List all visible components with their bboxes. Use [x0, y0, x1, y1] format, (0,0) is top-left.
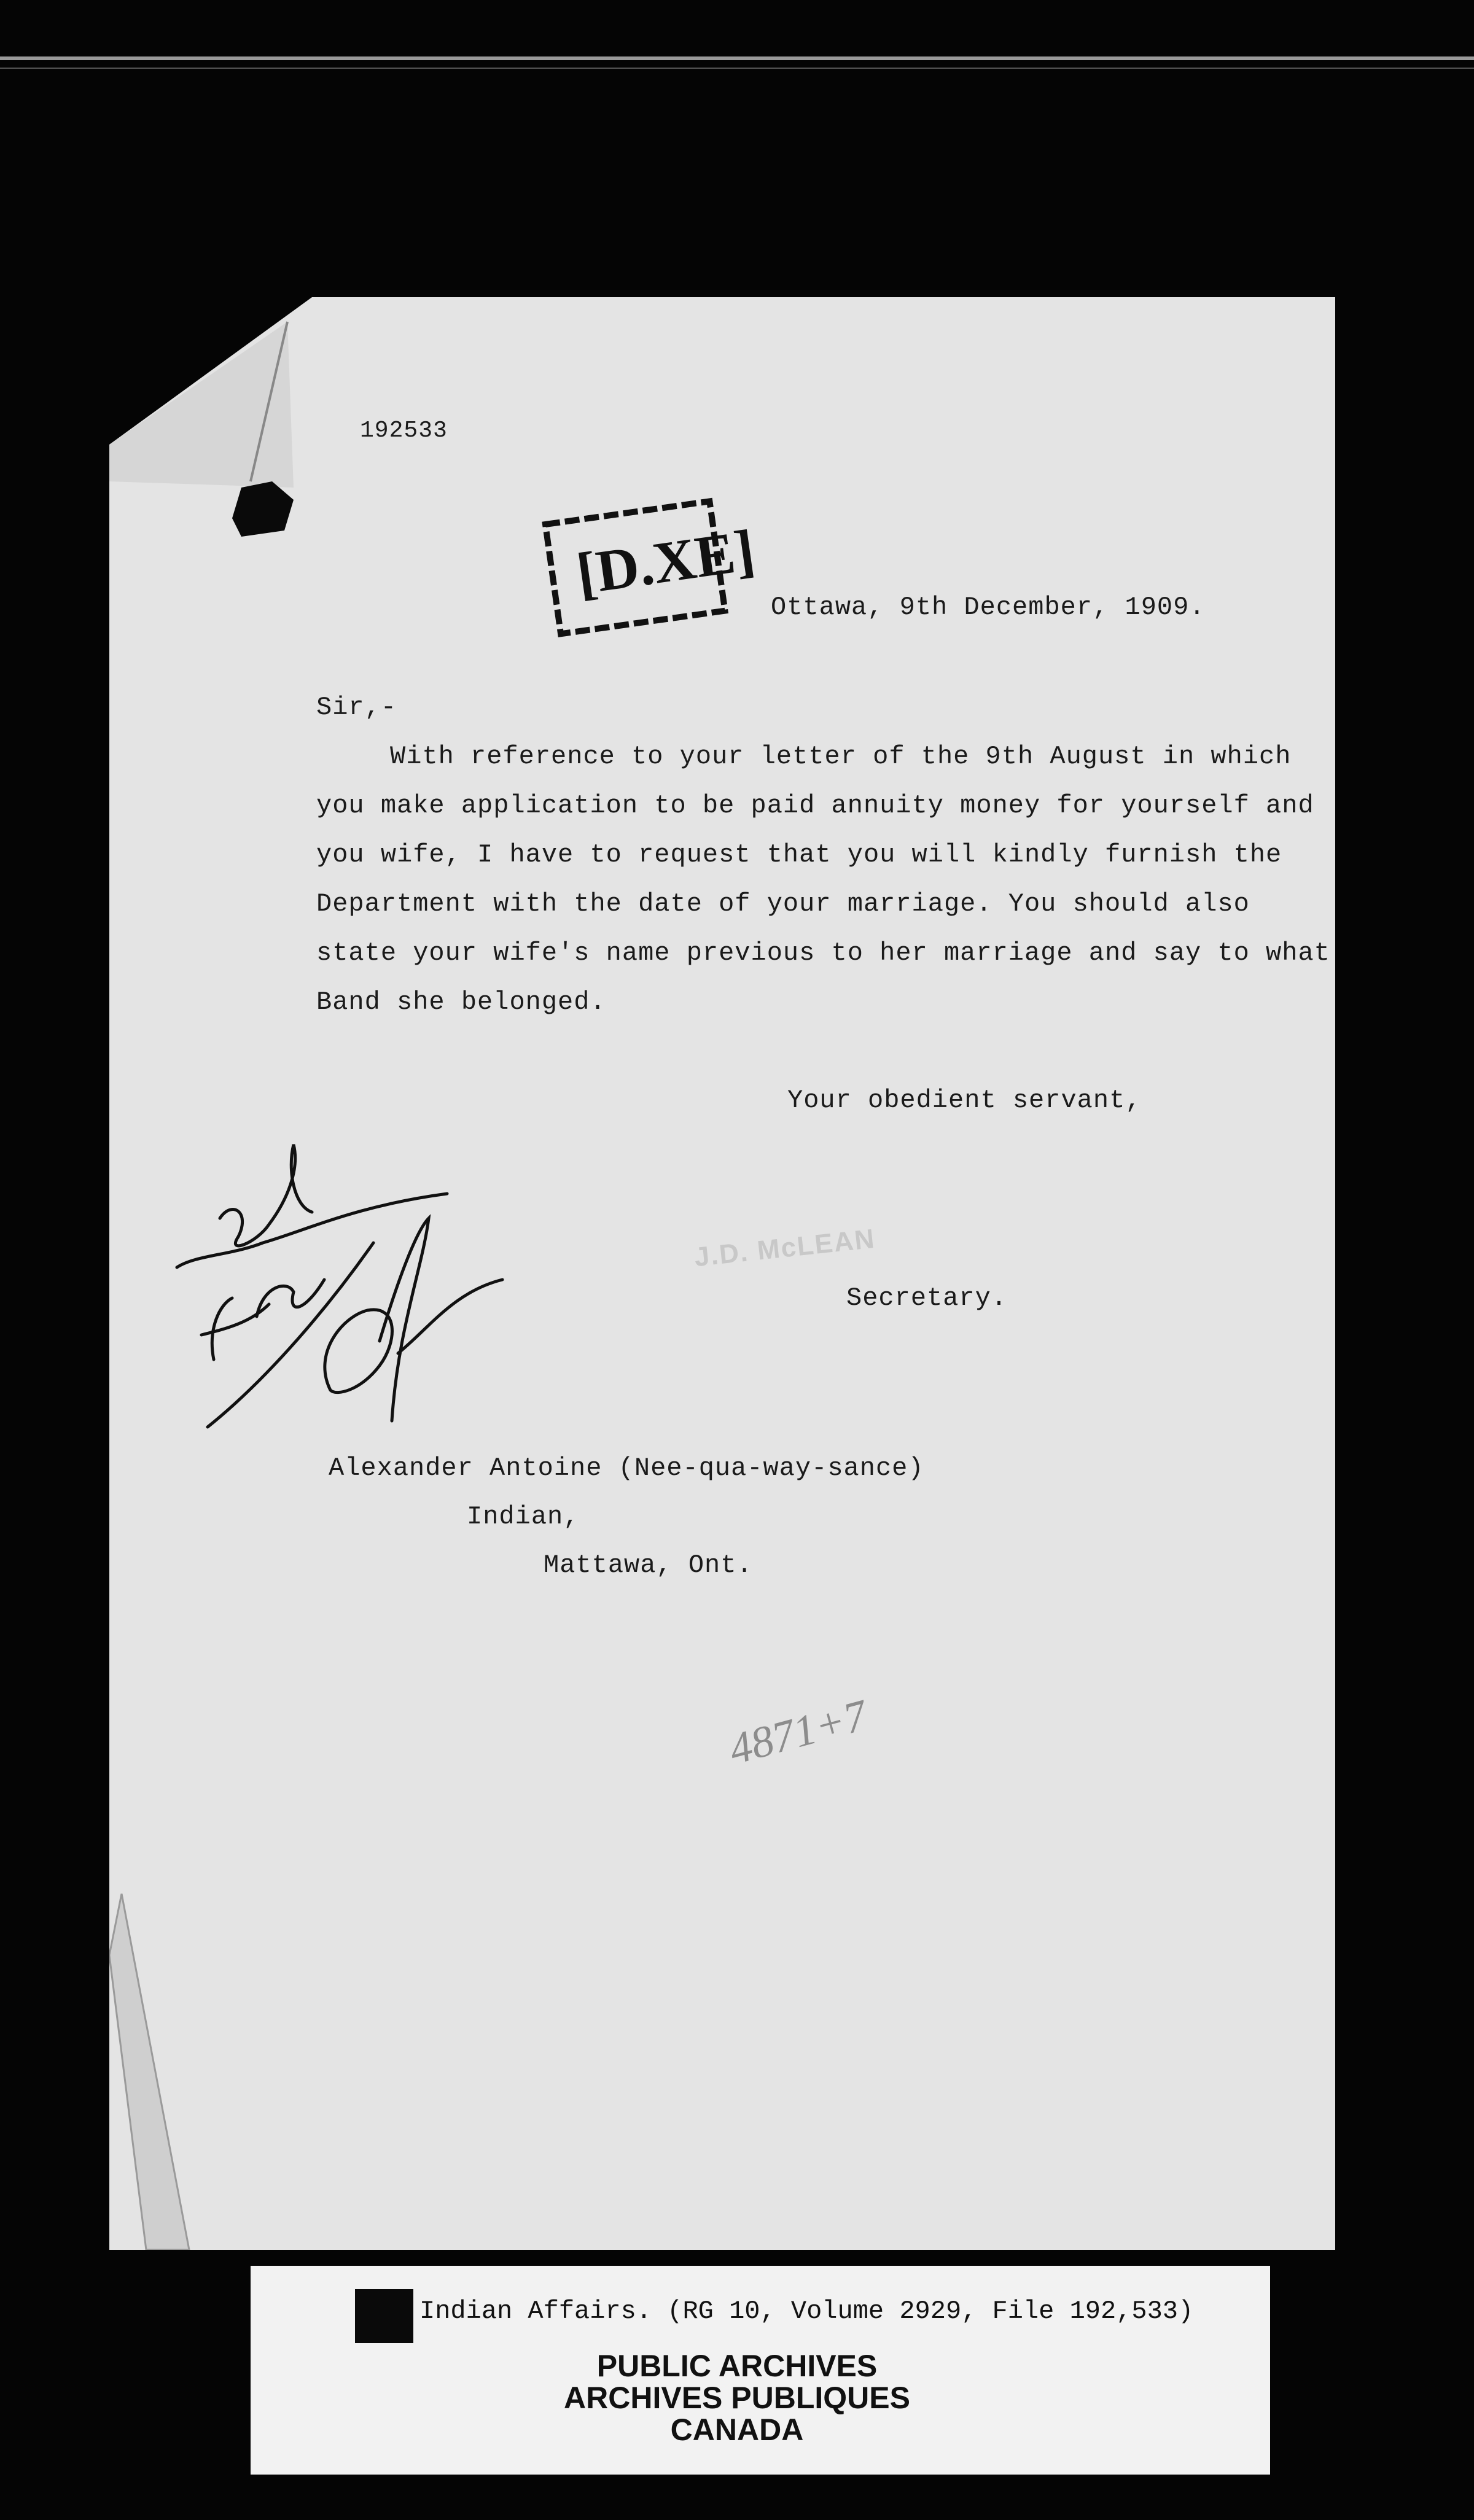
body-line: state your wife's name previous to her marriage and say to what [316, 938, 1330, 968]
addressee-name: Alexander Antoine (Nee-qua-way-sance) [329, 1453, 924, 1483]
body-line: With reference to your letter of the 9th August in which [390, 742, 1292, 771]
letter-sheet [109, 297, 1335, 2250]
left-fold-strip [109, 1894, 189, 2250]
svg-text:[D.XE]: [D.XE] [572, 516, 759, 607]
signature-stamp: J.D. McLEAN [693, 1223, 877, 1273]
addressee-location: Mattawa, Ont. [544, 1550, 753, 1580]
date-line: Ottawa, 9th December, 1909. [771, 593, 1206, 622]
body-line: Band she belonged. [316, 987, 606, 1017]
file-number: 192533 [360, 418, 448, 444]
signatory-title: Secretary. [846, 1283, 1008, 1313]
body-line: Department with the date of your marriage. You should also [316, 889, 1250, 919]
handwritten-initials [177, 1145, 502, 1427]
film-top-rule-secondary [0, 68, 1474, 69]
archive-name-line-2: ARCHIVES PUBLIQUES [564, 2381, 910, 2415]
archive-name-line-1: PUBLIC ARCHIVES [596, 2349, 878, 2383]
body-line: you make application to be paid annuity money for yourself and [316, 791, 1314, 820]
received-stamp [545, 496, 762, 634]
film-top-rule [0, 56, 1474, 60]
closing-line: Your obedient servant, [787, 1086, 1142, 1115]
salutation: Sir,- [316, 693, 397, 722]
pin-hole [232, 481, 294, 537]
archive-label-marker [355, 2289, 413, 2343]
addressee-line-2: Indian, [467, 1502, 580, 1531]
archive-reference: Indian Affairs. (RG 10, Volume 2929, File 192,533) [419, 2296, 1194, 2326]
handwritten-file-note: 4871+7 [723, 1690, 872, 1775]
archive-name-line-3: CANADA [670, 2413, 804, 2447]
body-line: you wife, I have to request that you will kindly furnish the [316, 840, 1282, 869]
sheet-markings [109, 297, 1335, 2250]
